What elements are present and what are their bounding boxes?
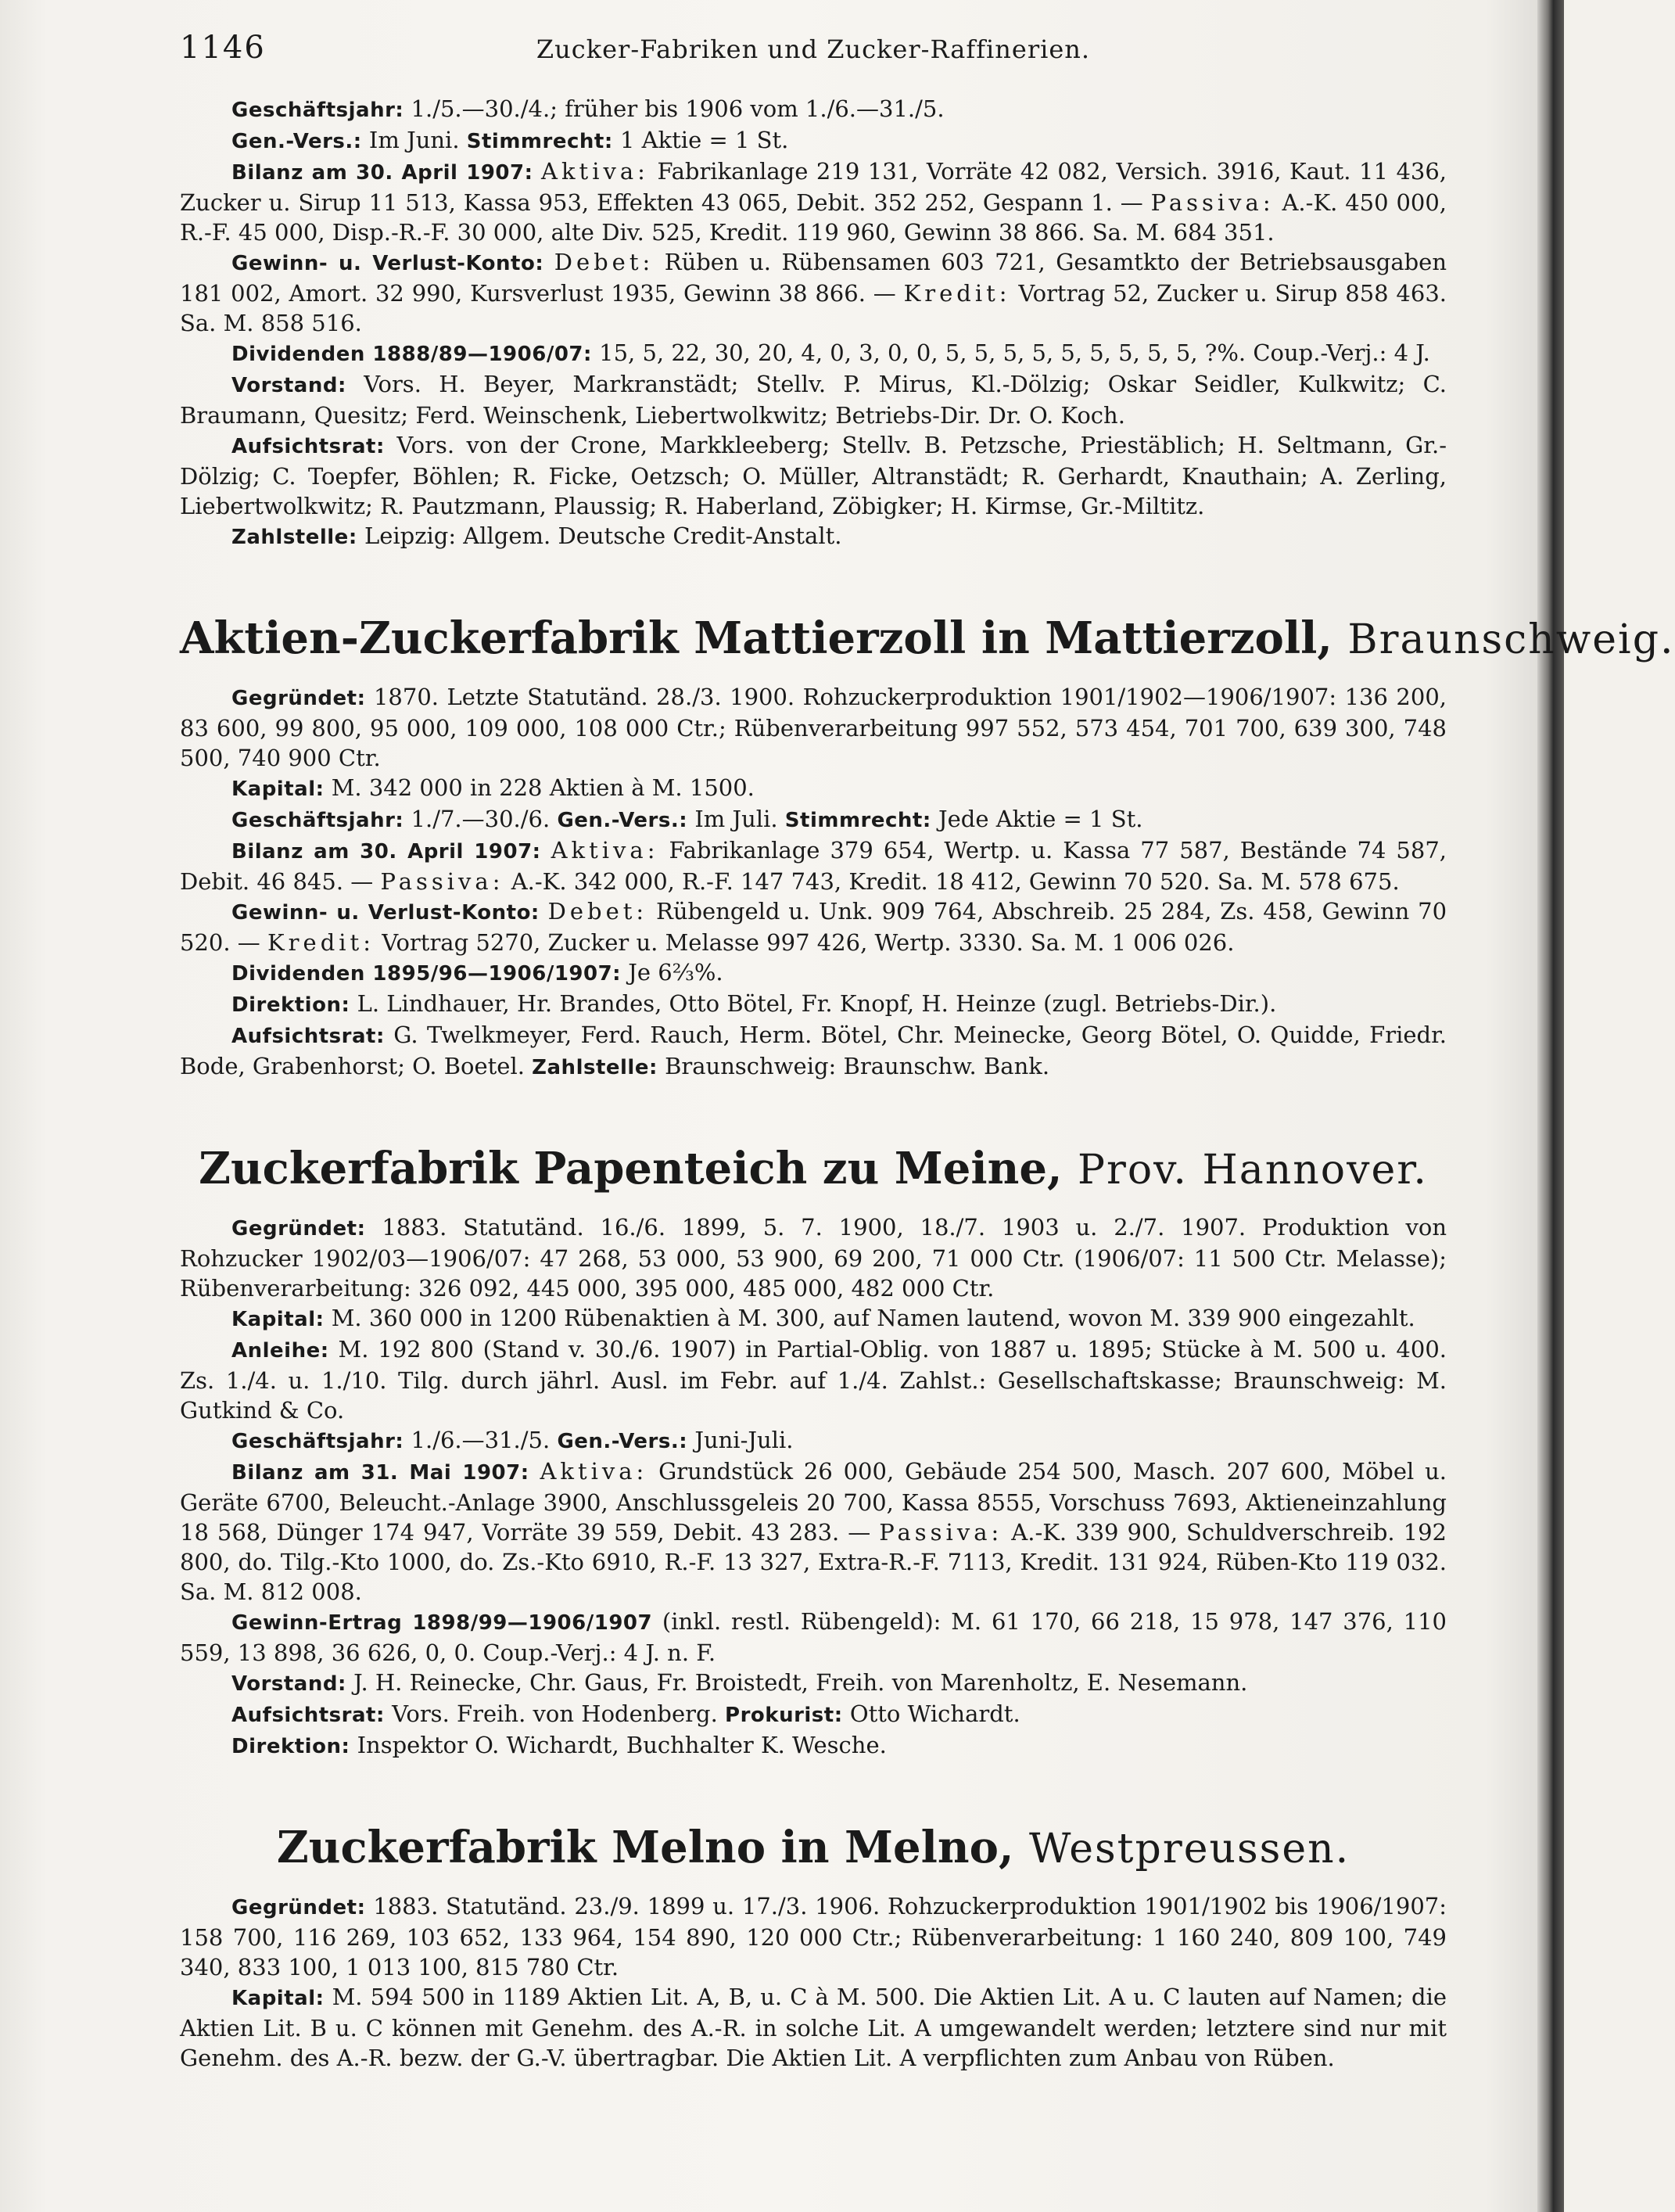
entry-gewinn-verlust: Gewinn- u. Verlust-Konto: Debet: Rübengeld u. Unk. 909 764, Abschreib. 25 284, Zs. 458, Gewinn 70 520. — Kredit: Vortrag 5270, Zucker u. Melasse 997 426, Wertp. 3330. Sa. M. 1 006 026. bbox=[180, 898, 1447, 956]
entry-anleihe: Anleihe: M. 192 800 (Stand v. 30./6. 1907) in Partial-Oblig. von 1887 u. 1895; Stücke à M. 500 u. 400. Zs. 1./4. u. 1./10. Tilg. durch jährl. Ausl. im Febr. auf 1./4. Zahlst.: Gesellschaftskasse; Braunschweig: M. Gutkind & Co. bbox=[180, 1336, 1447, 1424]
entry-aufsichtsrat: Aufsichtsrat: Vors. Freih. von Hodenberg. Prokurist: Otto Wichardt. bbox=[231, 1700, 1020, 1727]
entry-dividenden: Dividenden 1895/96—1906/1907: Je 6⅔%. bbox=[231, 959, 723, 986]
entry-vorstand: Vorstand: J. H. Reinecke, Chr. Gaus, Fr. Broistedt, Freih. von Marenholtz, E. Nesemann. bbox=[231, 1669, 1248, 1696]
entry-bilanz: Bilanz am 30. April 1907: Aktiva: Fabrikanlage 379 654, Wertp. u. Kassa 77 587, Bestände 74 587, Debit. 46 845. — Passiva: A.-K. 342 000, R.-F. 147 743, Kredit. 18 412, Gewinn 70 520. Sa. M. 578 675. bbox=[180, 837, 1447, 895]
entry-geschaeftsjahr: Geschäftsjahr: 1./6.—31./5. Gen.-Vers.: Juni-Juli. bbox=[231, 1427, 794, 1453]
entry-gegruendet: Gegründet: 1883. Statutänd. 16./6. 1899, 5. 7. 1900, 18./7. 1903 u. 2./7. 1907. Produktion von Rohzucker 1902/03—1906/07: 47 268, 53 000, 53 900, 69 200, 71 000 Ctr. (1906/07: 11 500 Ctr. Melasse); Rübenverarbeitung: 326 092, 445 000, 395 000, 485 000, 482 000 Ctr. bbox=[180, 1214, 1447, 1302]
entry-kapital: Kapital: M. 342 000 in 228 Aktien à M. 1500. bbox=[231, 774, 755, 801]
entry-genvers: Gen.-Vers.: Im Juni. Stimmrecht: 1 Aktie = 1 St. bbox=[231, 127, 789, 153]
entry-geschaeftsjahr: Geschäftsjahr: 1./5.—30./4.; früher bis 1906 vom 1./6.—31./5. bbox=[231, 95, 945, 122]
running-header bbox=[180, 30, 1447, 69]
page-content bbox=[180, 94, 1675, 2073]
company-heading-melno: Zuckerfabrik Melno in Melno, Westpreussen. bbox=[276, 1822, 1350, 1873]
company-heading-papenteich: Zuckerfabrik Papenteich zu Meine, Prov. Hannover. bbox=[199, 1143, 1428, 1194]
entry-zahlstelle: Zahlstelle: Leipzig: Allgem. Deutsche Credit-Anstalt. bbox=[231, 522, 842, 549]
company-heading-mattierzoll: Aktien-Zuckerfabrik Mattierzoll in Mattierzoll, Braunschweig. bbox=[180, 612, 1675, 664]
entry-direktion: Direktion: Inspektor O. Wichardt, Buchhalter K. Wesche. bbox=[231, 1732, 887, 1758]
entry-gegruendet: Gegründet: 1883. Statutänd. 23./9. 1899 u. 17./3. 1906. Rohzuckerproduktion 1901/1902 bis 1906/1907: 158 700, 116 269, 103 652, 133 964, 154 890, 120 000 Ctr.; Rübenverarbeitung: 1 160 240, 809 100, 749 340, 833 100, 1 013 100, 815 780 Ctr. bbox=[180, 1893, 1447, 1980]
entry-geschaeftsjahr: Geschäftsjahr: 1./7.—30./6. Gen.-Vers.: Im Juli. Stimmrecht: Jede Aktie = 1 St. bbox=[231, 806, 1143, 832]
page-edge-shadow bbox=[1537, 0, 1564, 2212]
entry-aufsichtsrat: Aufsichtsrat: Vors. von der Crone, Markkleeberg; Stellv. B. Petzsche, Priestäblich; H. Seltmann, Gr.-Dölzig; C. Toepfer, Böhlen; R. Ficke, Oetzsch; O. Müller, Altranstädt; R. Gerhardt, Knauthain; A. Zerling, Liebertwolkwitz; R. Pautzmann, Plaussig; R. Haberland, Zöbigker; H. Kirmse, Gr.-Miltitz. bbox=[180, 432, 1447, 519]
entry-bilanz: Bilanz am 30. April 1907: Aktiva: Fabrikanlage 219 131, Vorräte 42 082, Versich. 3916, Kaut. 11 436, Zucker u. Sirup 11 513, Kassa 953, Effekten 43 065, Debit. 352 252, Gespann 1. — Passiva: A.-K. 450 000, R.-F. 45 000, Disp.-R.-F. 30 000, alte Div. 525, Kredit. 119 960, Gewinn 38 866. Sa. M. 684 351. bbox=[180, 158, 1447, 246]
entry-aufsichtsrat: Aufsichtsrat: G. Twelkmeyer, Ferd. Rauch, Herm. Bötel, Chr. Meinecke, Georg Bötel, O. Quidde, Friedr. Bode, Grabenhorst; O. Boetel. Zahlstelle: Braunschweig: Braunschw. Bank. bbox=[180, 1022, 1447, 1079]
entry-gewinn-ertrag: Gewinn-Ertrag 1898/99—1906/1907 (inkl. restl. Rübengeld): M. 61 170, 66 218, 15 978, 147 376, 110 559, 13 898, 36 626, 0, 0. Coup.-Verj.: 4 J. n. F. bbox=[180, 1608, 1447, 1666]
entry-kapital: Kapital: M. 594 500 in 1189 Aktien Lit. A, B, u. C à M. 500. Die Aktien Lit. A u. C lauten auf Namen; die Aktien Lit. B u. C können mit Genehm. des A.-R. in solche Lit. A umgewandelt werden; letztere sind nur mit Genehm. des A.-R. bezw. der G.-V. übertragbar. Die Aktien Lit. A verpflichten zum Anbau von Rüben. bbox=[180, 1984, 1447, 2071]
entry-dividenden: Dividenden 1888/89—1906/07: 15, 5, 22, 30, 20, 4, 0, 3, 0, 0, 5, 5, 5, 5, 5, 5, 5, 5, 5, ?%. Coup.-Verj.: 4 J. bbox=[231, 339, 1430, 366]
entry-direktion: Direktion: L. Lindhauer, Hr. Brandes, Otto Bötel, Fr. Knopf, H. Heinze (zugl. Betriebs-Dir.). bbox=[231, 990, 1277, 1017]
entry-kapital: Kapital: M. 360 000 in 1200 Rübenaktien à M. 300, auf Namen lautend, wovon M. 339 900 eingezahlt. bbox=[231, 1305, 1415, 1331]
entry-gewinn-verlust: Gewinn- u. Verlust-Konto: Debet: Rüben u. Rübensamen 603 721, Gesamtkto der Betriebsausgaben 181 002, Amort. 32 990, Kursverlust 1935, Gewinn 38 866. — Kredit: Vortrag 52, Zucker u. Sirup 858 463. Sa. M. 858 516. bbox=[180, 249, 1447, 336]
entry-gegruendet: Gegründet: 1870. Letzte Statutänd. 28./3. 1900. Rohzuckerproduktion 1901/1902—1906/1907: 136 200, 83 600, 99 800, 95 000, 109 000, 108 000 Ctr.; Rübenverarbeitung 997 552, 573 454, 701 700, 639 300, 748 500, 740 900 Ctr. bbox=[180, 684, 1447, 771]
page-number: 1146 bbox=[180, 30, 266, 66]
running-title: Zucker-Fabriken und Zucker-Raffinerien. bbox=[536, 34, 1091, 64]
entry-bilanz: Bilanz am 31. Mai 1907: Aktiva: Grundstück 26 000, Gebäude 254 500, Masch. 207 600, Möbel u. Geräte 6700, Beleucht.-Anlage 3900, Anschlussgeleis 20 700, Kassa 8555, Vorschuss 7693, Aktieneinzahlung 18 568, Dünger 174 947, Vorräte 39 559, Debit. 43 283. — Passiva: A.-K. 339 900, Schuldverschreib. 192 800, do. Tilg.-Kto 1000, do. Zs.-Kto 6910, R.-F. 13 327, Extra-R.-F. 7113, Kredit. 131 924, Rüben-Kto 119 032. Sa. M. 812 008. bbox=[180, 1458, 1447, 1605]
entry-vorstand: Vorstand: Vors. H. Beyer, Markranstädt; Stellv. P. Mirus, Kl.-Dölzig; Oskar Seidler, Kulkwitz; C. Braumann, Quesitz; Ferd. Weinschenk, Liebertwolkwitz; Betriebs-Dir. Dr. O. Koch. bbox=[180, 371, 1447, 429]
